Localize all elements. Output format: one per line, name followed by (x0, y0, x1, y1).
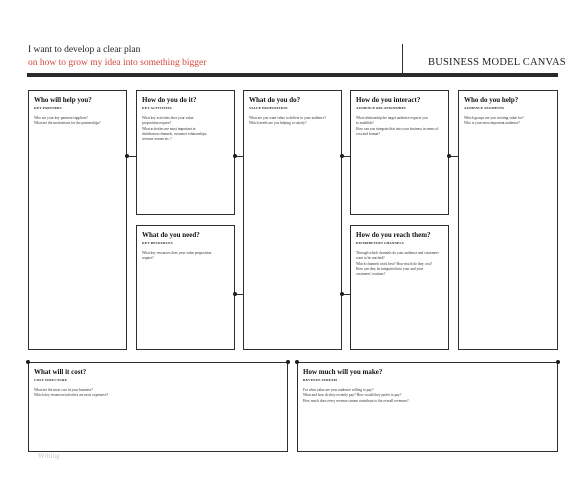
value-proposition-subheading: VALUE PROPOSITION (249, 106, 288, 110)
key-partners-subheading: KEY PARTNERS (34, 106, 62, 110)
audience-relationships-block (350, 90, 449, 215)
key-resources-subheading: KEY RESOURCES (142, 241, 173, 245)
cost-structure-heading: What will it cost? (34, 368, 87, 376)
value-proposition-block (243, 90, 342, 350)
key-partners-questions (34, 116, 122, 127)
audience-relationships-questions (356, 116, 444, 137)
audience-relationships-heading: How do you interact? (356, 96, 421, 104)
question-line: Which key resources/activities are most expensive? (34, 393, 109, 398)
header-divider (402, 44, 403, 74)
key-partners-block (28, 90, 127, 350)
question-line: proposition require? (142, 121, 172, 126)
key-activities-block (136, 90, 235, 215)
value-proposition-questions (249, 116, 337, 127)
question-line: Which channels work best? How much do they cost? (356, 261, 433, 266)
question-line: How much does every revenue stream contribute to the overall revenues? (303, 398, 409, 403)
connector-dot (286, 360, 290, 364)
question-line: What relationship the target audience expects you (356, 116, 428, 120)
question-line: What activities are most important in (142, 126, 196, 131)
revenue-stream-questions (303, 388, 553, 404)
watermark: Writing (38, 452, 60, 460)
key-resources-block (136, 225, 235, 350)
question-line: What are the most cost in your business? (34, 388, 93, 392)
intro-line-2: on how to grow my idea into something bigger (28, 58, 207, 68)
connector-dot (340, 292, 344, 296)
key-partners-heading: Who will help you? (34, 96, 92, 104)
question-line: to establish? (356, 121, 374, 126)
audience-segments-questions (464, 116, 553, 127)
question-line: What key resources does your value proposition (142, 251, 212, 255)
question-line: require? (142, 256, 154, 261)
question-line: What key activities does your value (142, 116, 194, 120)
distribution-channels-questions (356, 251, 444, 277)
value-proposition-heading: What do you do? (249, 96, 301, 104)
key-resources-heading: What do you need? (142, 231, 200, 239)
question-line: What and how do they recently pay? How would they prefer to pay? (303, 393, 402, 398)
connector-dot (125, 154, 129, 158)
cost-structure-questions (34, 388, 283, 399)
intro-line-1: I want to develop a clear plan (28, 45, 141, 55)
question-line: Which needs are you helping to satisfy? (249, 121, 307, 126)
question-line: How can they be integrated into your and your (356, 266, 424, 271)
audience-segments-subheading: AUDIENCE SEGMENTS (464, 106, 505, 110)
audience-segments-heading: Who do you help? (464, 96, 519, 104)
connector-dot (340, 154, 344, 158)
revenue-stream-subheading: REVENUE STREAM (303, 378, 338, 382)
connector-dot (233, 154, 237, 158)
header-rule (27, 73, 558, 77)
revenue-stream-heading: How much will you make? (303, 368, 383, 376)
connector-dot (26, 360, 30, 364)
revenue-stream-block (297, 362, 558, 452)
question-line: revenue stream etc.? (142, 137, 172, 142)
cost-structure-subheading: COST STRUCTURE (34, 378, 68, 382)
distribution-channels-block (350, 225, 449, 350)
question-line: For what value are your audience willing to pay? (303, 388, 374, 392)
question-line: Who are your key partners/suppliers? (34, 116, 88, 120)
audience-segments-block (458, 90, 558, 350)
distribution-channels-heading: How do you reach them? (356, 231, 431, 239)
question-line: cost and format? (356, 131, 380, 136)
key-resources-questions (142, 251, 230, 262)
cost-structure-block (28, 362, 288, 452)
question-line: want to be reached? (356, 256, 385, 261)
question-line: Which groups are you creating value for? (464, 116, 524, 120)
question-line: Who is your most important audience? (464, 121, 520, 126)
question-line: How can you integrate that into your business in terms of (356, 126, 439, 131)
audience-relationships-subheading: AUDIENCE RELATIONSHIPS (356, 106, 406, 110)
canvas-title: BUSINESS MODEL CANVAS (428, 57, 566, 68)
connector-dot (447, 154, 451, 158)
distribution-channels-subheading: DISTRIBUTION CHANNELS (356, 241, 404, 245)
question-line: Through which channels do your audience and customers (356, 251, 439, 255)
question-line: What are the motivations for the partnerships? (34, 121, 101, 126)
key-activities-subheading: KEY ACTIVITIES (142, 106, 172, 110)
connector-dot (295, 360, 299, 364)
connector-dot (556, 360, 560, 364)
question-line: What are you want value to deliver to your audience? (249, 116, 326, 120)
key-activities-heading: How do you do it? (142, 96, 197, 104)
question-line: customers' routines? (356, 272, 386, 277)
key-activities-questions (142, 116, 230, 142)
connector-dot (233, 292, 237, 296)
question-line: distribution channels, customer relationships, (142, 131, 208, 136)
